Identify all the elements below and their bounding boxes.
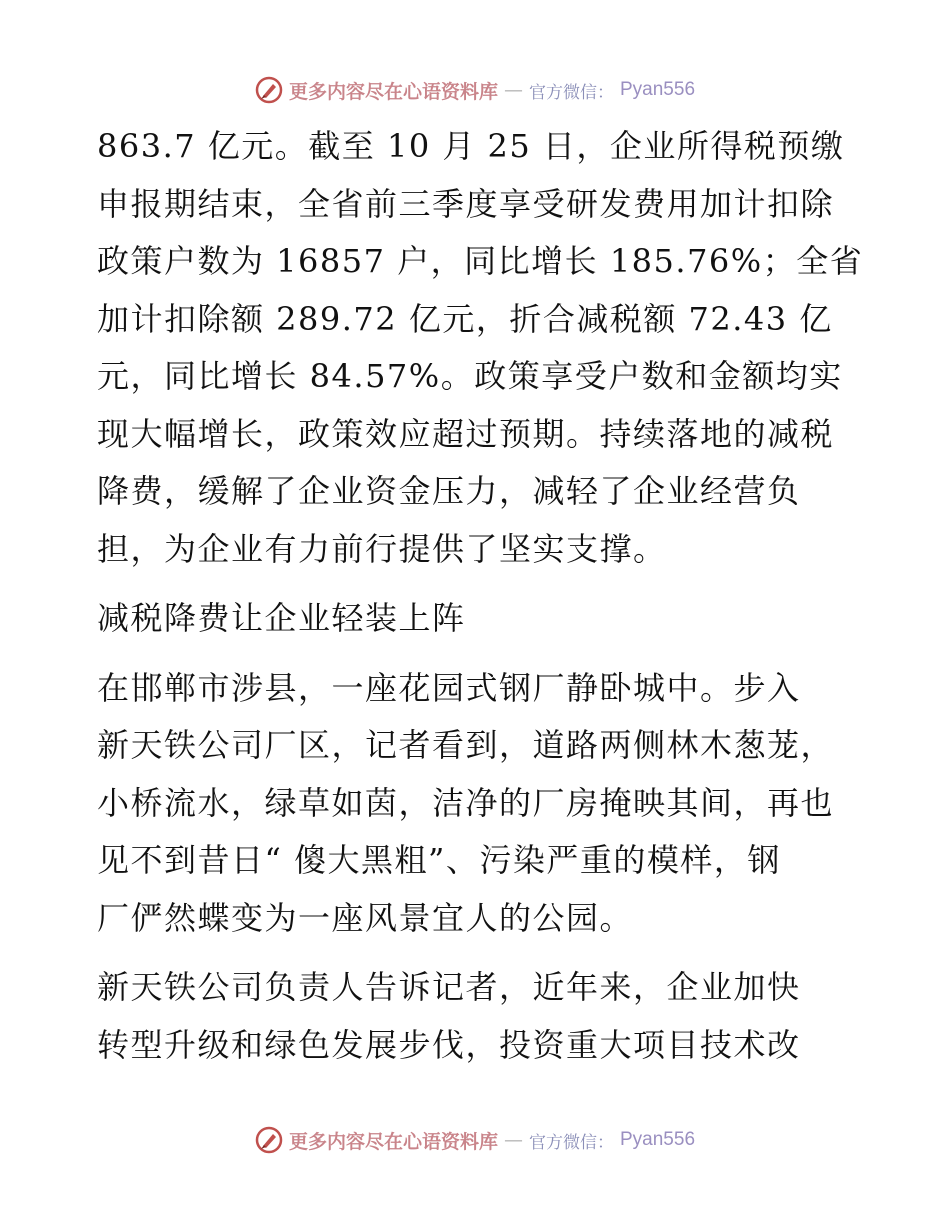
- pen-logo-icon: [255, 1126, 283, 1154]
- footer-watermark-separator: —: [504, 1129, 523, 1151]
- footer-watermark: [0, 1122, 950, 1158]
- header-watermark: [0, 72, 950, 108]
- header-watermark-separator: —: [504, 79, 523, 101]
- text-line: 新天铁公司负责人告诉记者，近年来，企业加快: [97, 968, 801, 1006]
- text-line: 见不到昔日“ 傻大黑粗”、污染严重的模样，钢: [97, 841, 781, 879]
- section-heading: [97, 590, 857, 648]
- text-line: 小桥流水，绿草如茵，洁净的厂房掩映其间，再也: [97, 783, 835, 822]
- footer-wechat-id: Pyan556: [620, 1129, 696, 1150]
- text-line: 元，同比增长 84.57%。政策享受户数和金额均实: [97, 357, 843, 395]
- text-line: 申报期结束，全省前三季度享受研发费用加计扣除: [97, 184, 835, 223]
- paragraph-1: [97, 118, 864, 578]
- header-wechat-label: 官方微信：: [529, 82, 614, 103]
- paragraph-2: [97, 660, 857, 948]
- text-line: 转型升级和绿色发展步伐，投资重大项目技术改: [97, 1025, 801, 1064]
- pen-logo-icon: [255, 76, 283, 104]
- heading-text: 减税降费让企业轻装上阵: [97, 599, 466, 637]
- text-line: 降费，缓解了企业资金压力，减轻了企业经营负: [97, 472, 801, 510]
- text-line: 厂俨然蝶变为一座风景宜人的公园。: [97, 898, 634, 937]
- text-line: 现大幅增长，政策效应超过预期。持续落地的减税: [97, 414, 835, 453]
- header-wechat-id: Pyan556: [620, 79, 696, 100]
- text-line: 863.7 亿元。截至 10 月 25 日，企业所得税预缴: [97, 127, 845, 165]
- footer-wechat-label: 官方微信：: [529, 1132, 614, 1153]
- text-line: 加计扣除额 289.72 亿元，折合减税额 72.43 亿: [97, 299, 833, 338]
- text-line: 新天铁公司厂区，记者看到，道路两侧林木葱茏，: [97, 726, 835, 764]
- text-line: 在邯郸市涉县，一座花园式钢厂静卧城中。步入: [97, 668, 801, 707]
- document-body: [97, 118, 864, 1074]
- paragraph-3: [97, 959, 857, 1074]
- text-line: 担，为企业有力前行提供了坚实支撑。: [97, 529, 667, 568]
- text-line: 政策户数为 16857 户，同比增长 185.76%；全省: [97, 242, 864, 280]
- footer-watermark-text: 更多内容尽在心语资料库: [288, 1130, 498, 1153]
- header-watermark-text: 更多内容尽在心语资料库: [288, 80, 498, 103]
